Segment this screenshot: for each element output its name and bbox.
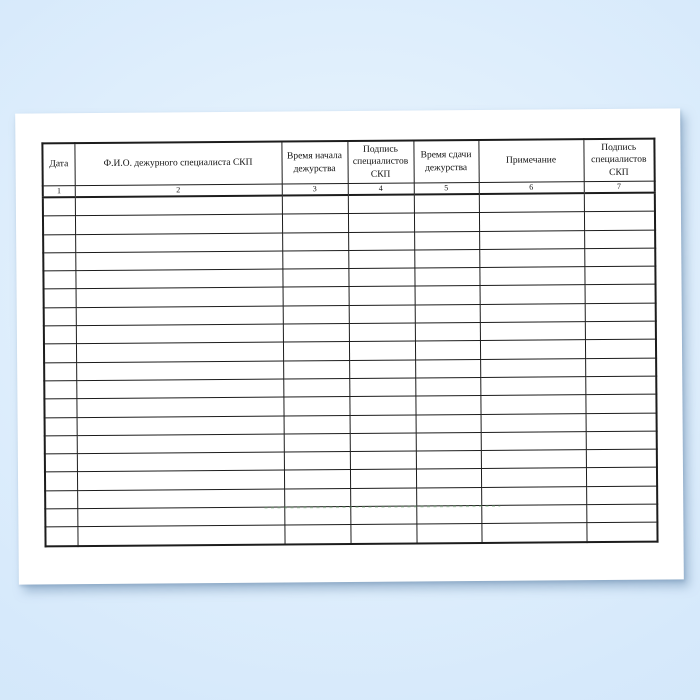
empty-cell-signature-start [349, 396, 415, 415]
table-row [45, 522, 657, 546]
empty-cell-signature-end [586, 413, 657, 432]
empty-cell-date [44, 289, 76, 308]
empty-cell-signature-end [585, 394, 656, 413]
empty-cell-specialist-name [77, 525, 284, 545]
empty-cell-specialist-name [75, 233, 282, 253]
empty-cell-signature-end [586, 522, 657, 541]
empty-cell-date [44, 399, 76, 418]
empty-cell-signature-start [348, 213, 414, 232]
empty-cell-duty-end-time [415, 304, 480, 323]
empty-cell-signature-start [350, 469, 416, 488]
empty-cell-signature-start [348, 194, 414, 213]
empty-cell-signature-start [350, 415, 416, 434]
empty-cell-duty-start-time [282, 195, 348, 214]
empty-cell-specialist-name [77, 434, 284, 454]
empty-cell-date [43, 253, 75, 272]
empty-cell-specialist-name [76, 306, 283, 326]
empty-cell-note [481, 486, 586, 505]
empty-cell-duty-end-time [414, 249, 479, 268]
column-number-4: 4 [348, 183, 414, 195]
empty-cell-specialist-name [75, 196, 282, 216]
empty-cell-duty-start-time [284, 525, 350, 544]
empty-cell-signature-start [348, 250, 414, 269]
empty-cell-note [480, 303, 585, 322]
header-cell-duty-start-time: Время начала дежурства [281, 141, 347, 184]
empty-cell-signature-start [349, 323, 415, 342]
empty-cell-signature-end [585, 285, 656, 304]
empty-cell-signature-end [584, 266, 655, 285]
empty-cell-specialist-name [76, 361, 283, 381]
empty-cell-specialist-name [76, 288, 283, 308]
empty-cell-signature-start [348, 232, 414, 251]
empty-cell-duty-start-time [284, 433, 350, 452]
empty-cell-date [43, 216, 75, 235]
header-cell-date: Дата [42, 143, 74, 186]
column-number-2: 2 [75, 184, 282, 197]
empty-cell-signature-start [350, 451, 416, 470]
empty-cell-duty-end-time [416, 487, 481, 506]
empty-cell-note [479, 267, 584, 286]
empty-cell-duty-end-time [416, 414, 481, 433]
column-number-6: 6 [479, 182, 584, 194]
empty-cell-signature-end [585, 358, 656, 377]
empty-cell-duty-end-time [414, 268, 479, 287]
empty-cell-date [45, 454, 77, 473]
column-number-1: 1 [43, 186, 75, 198]
empty-cell-signature-end [584, 248, 655, 267]
empty-cell-signature-end [585, 339, 656, 358]
empty-cell-duty-start-time [283, 342, 349, 361]
empty-cell-note [480, 377, 585, 396]
empty-cell-note [479, 249, 584, 268]
empty-cell-note [479, 193, 584, 213]
empty-cell-duty-start-time [284, 452, 350, 471]
table-header-row [42, 139, 654, 186]
empty-cell-signature-end [586, 486, 657, 505]
empty-cell-date [43, 197, 75, 216]
empty-cell-signature-start [350, 488, 416, 507]
empty-cell-specialist-name [77, 470, 284, 490]
empty-cell-date [44, 344, 76, 363]
empty-cell-duty-end-time [414, 231, 479, 250]
column-number-5: 5 [414, 182, 479, 194]
empty-cell-specialist-name [76, 379, 283, 399]
empty-cell-signature-start [349, 341, 415, 360]
empty-cell-note [481, 413, 586, 432]
column-number-3: 3 [282, 184, 348, 196]
empty-cell-duty-start-time [282, 250, 348, 269]
empty-cell-signature-end [585, 303, 656, 322]
empty-cell-date [45, 472, 77, 491]
empty-cell-note [479, 212, 584, 231]
empty-cell-date [43, 234, 75, 253]
empty-cell-duty-end-time [415, 323, 480, 342]
paper-sheet [15, 108, 684, 584]
empty-cell-specialist-name [77, 507, 284, 527]
empty-cell-signature-end [584, 230, 655, 249]
empty-cell-duty-end-time [415, 286, 480, 305]
empty-cell-signature-end [585, 321, 656, 340]
empty-cell-note [481, 432, 586, 451]
empty-cell-signature-start [349, 305, 415, 324]
empty-cell-duty-end-time [415, 377, 480, 396]
empty-cell-signature-end [586, 431, 657, 450]
empty-cell-note [480, 322, 585, 341]
empty-cell-note [479, 230, 584, 249]
empty-cell-signature-end [584, 193, 655, 212]
empty-cell-duty-end-time [416, 432, 481, 451]
duty-log-table [41, 138, 658, 547]
empty-cell-duty-end-time [415, 396, 480, 415]
empty-cell-signature-end [586, 468, 657, 487]
empty-cell-duty-end-time [416, 451, 481, 470]
empty-cell-duty-end-time [416, 469, 481, 488]
empty-cell-duty-start-time [284, 470, 350, 489]
empty-cell-signature-start [349, 360, 415, 379]
empty-cell-note [480, 358, 585, 377]
empty-cell-specialist-name [75, 214, 282, 234]
empty-cell-duty-start-time [284, 488, 350, 507]
empty-cell-duty-start-time [283, 324, 349, 343]
empty-cell-specialist-name [75, 269, 282, 289]
header-cell-specialist-name: Ф.И.О. дежурного специалиста СКП [74, 142, 281, 186]
empty-cell-duty-start-time [283, 378, 349, 397]
empty-cell-signature-start [350, 524, 416, 543]
empty-cell-note [481, 523, 586, 543]
empty-cell-note [480, 285, 585, 304]
empty-cell-specialist-name [75, 251, 282, 271]
empty-cell-note [481, 505, 586, 524]
header-cell-signature-start: Подпись специалистов СКП [347, 140, 413, 183]
empty-cell-date [45, 509, 77, 528]
empty-cell-signature-start [350, 433, 416, 452]
empty-cell-date [44, 362, 76, 381]
header-cell-signature-end: Подпись специалистов СКП [583, 139, 654, 182]
empty-cell-duty-end-time [416, 524, 481, 543]
empty-cell-note [480, 395, 585, 414]
empty-cell-duty-start-time [282, 269, 348, 288]
empty-cell-date [45, 436, 77, 455]
empty-cell-signature-end [586, 449, 657, 468]
empty-cell-specialist-name [77, 416, 284, 436]
empty-cell-specialist-name [76, 324, 283, 344]
empty-cell-note [481, 450, 586, 469]
empty-cell-duty-end-time [416, 506, 481, 525]
empty-cell-duty-start-time [284, 507, 350, 526]
empty-cell-date [44, 381, 76, 400]
empty-cell-duty-start-time [282, 232, 348, 251]
empty-cell-signature-end [585, 376, 656, 395]
empty-cell-signature-end [584, 211, 655, 230]
empty-cell-duty-end-time [414, 194, 479, 213]
empty-cell-duty-start-time [283, 287, 349, 306]
empty-cell-signature-start [350, 506, 416, 525]
empty-cell-duty-end-time [415, 359, 480, 378]
empty-cell-duty-end-time [414, 213, 479, 232]
empty-cell-signature-end [586, 504, 657, 523]
empty-cell-note [481, 468, 586, 487]
empty-cell-duty-start-time [283, 360, 349, 379]
empty-cell-specialist-name [76, 397, 283, 417]
empty-cell-duty-start-time [283, 305, 349, 324]
empty-cell-specialist-name [77, 489, 284, 509]
empty-cell-date [45, 490, 77, 509]
empty-cell-duty-start-time [282, 214, 348, 233]
empty-cell-duty-start-time [283, 397, 349, 416]
empty-cell-duty-start-time [284, 415, 350, 434]
empty-cell-note [480, 340, 585, 359]
empty-cell-date [44, 307, 76, 326]
empty-cell-signature-start [348, 268, 414, 287]
empty-cell-date [43, 271, 75, 290]
empty-cell-date [44, 326, 76, 345]
empty-cell-specialist-name [76, 342, 283, 362]
empty-cell-date [45, 417, 77, 436]
empty-cell-specialist-name [77, 452, 284, 472]
header-cell-note: Примечание [478, 139, 583, 182]
empty-cell-duty-end-time [415, 341, 480, 360]
column-number-7: 7 [584, 181, 655, 193]
header-cell-duty-end-time: Время сдачи дежурства [413, 140, 478, 183]
empty-cell-date [45, 527, 77, 546]
empty-cell-signature-start [349, 378, 415, 397]
empty-cell-signature-start [349, 286, 415, 305]
